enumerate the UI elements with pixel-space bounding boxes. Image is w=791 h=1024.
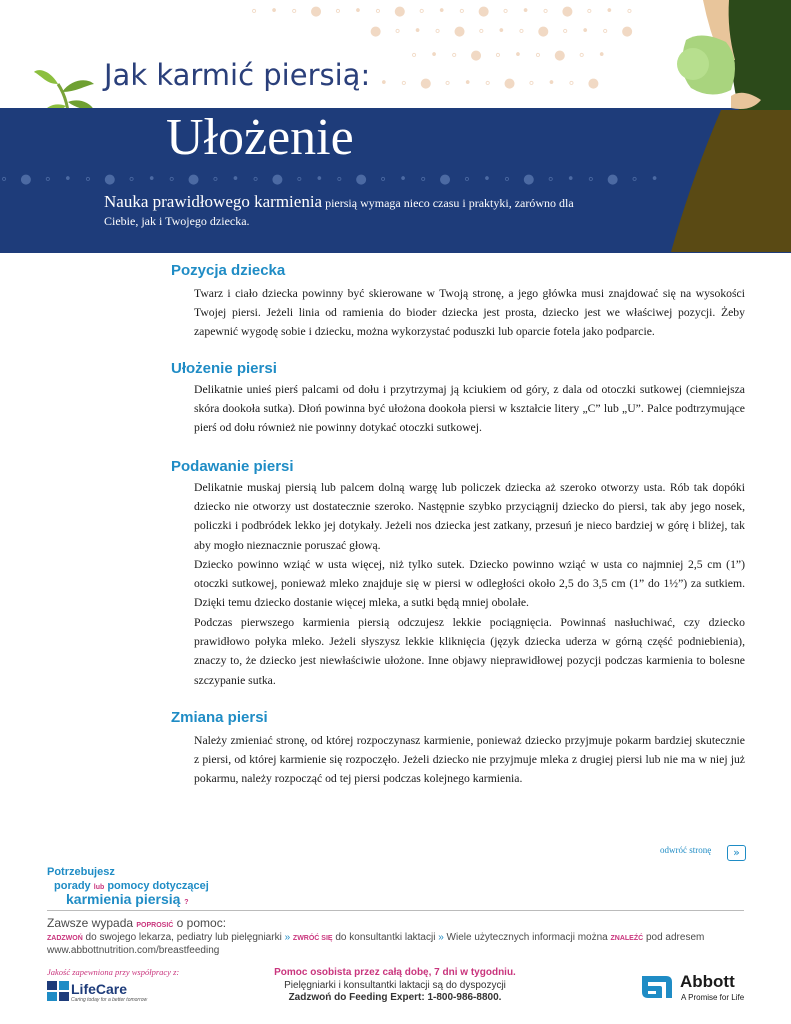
decorative-dots: ∘ ● ∘ • ∘ ● ∘ • ∘ ● ∘ • ∘ ● ∘ • ∘ ● ∘ • ∘ ● ∘ • ∘ ● ∘ • ∘ ● ∘ • <box>0 172 663 187</box>
help-options <box>47 932 704 943</box>
section-paragraph: Twarz i ciało dziecka powinny być skierowane w Twoją stronę, a jego główka musi znajdować się na wysokości Twojej piersi. Jeżeli linia od ramienia do bioder dziecka jest prosta, dziecko jest we właściwej pozycji. Żeby zapewnić wygodę sobie i dziecku, można wykorzystać poduszki lub oparcie fotela jako podparcie. <box>194 287 745 339</box>
abbott-tagline: A Promise for Life <box>681 993 745 1002</box>
arrow-icon: » <box>438 932 444 943</box>
quality-note: Jakość zapewniona przy współpracy z: <box>47 967 180 977</box>
consult-keyword: ZWRÓĆ SIĘ <box>292 935 333 942</box>
need-help-line1: Potrzebujesz <box>47 866 115 878</box>
decorative-dots: • ∘ ● ∘ • ∘ ● ∘ • ∘ ● <box>380 76 604 91</box>
turn-page-button[interactable]: » <box>727 845 746 861</box>
mother-with-baby-illustration <box>631 0 791 252</box>
series-title: Jak karmić piersią: <box>104 58 371 92</box>
section-paragraph: Należy zmieniać stronę, od której rozpoczynasz karmienie, ponieważ dziecko przyjmuje pokarm bardziej skutecznie z piersi, od której karmienie się rozpoczęło. Jeżeli dziecko nie przyjmuje mleka z drugiej piersi lub nie ma w niej już pokarmu, należy rozpocząć od tej piersi podczas kolejnego karmienia. <box>194 734 745 786</box>
need-help-or: lub <box>93 884 105 891</box>
ask-for-help <box>47 916 226 930</box>
section-paragraph: Delikatnie muskaj piersią lub palcem dolną wargę lub policzek dziecka aż szeroko otworzy usta. Rób tak dopóki dziecko nie otworzy ust dostatecznie szeroko. Następnie szybko przyciągnij dziecko do piersi, tak aby jego nosek, policzki i podbródek lekko jej dotykały. Jeżeli nos dziecka jest zatkany, przesuń je nieco bardziej w górę i bliżej, tak aby mogło nieznacznie poruszać głową. <box>194 481 745 552</box>
help-phone: Zadzwoń do Feeding Expert: 1-800-986-8800. <box>288 992 502 1003</box>
help-availability: Pielęgniarki i konsultantki laktacji są do dyspozycji <box>284 980 506 991</box>
footer-divider <box>47 910 744 911</box>
turn-page-label: odwróć stronę <box>660 845 712 855</box>
lifecare-tagline: Caring today for a better tomorrow <box>71 997 148 1003</box>
call-keyword: ZADZWOŃ <box>47 935 83 942</box>
section-paragraph: Delikatnie unieś pierś palcami od dołu i przytrzymaj ją kciukiem od góry, z dala od otoczki sutkowej (ciemniejsza skóra dookoła sutka). Dłoń powinna być ułożona dookoła piersi w kształcie litery „C” lub „U”. Palce podtrzymujące pierś od dołu również nie powinny dotykać otoczki sutkowej. <box>194 383 745 435</box>
decorative-dots: ● ∘ • ∘ ● ∘ • ∘ ● ∘ • ∘ ● <box>370 24 637 39</box>
call-text: do swojego lekarza, pediatry lub pielęgniarki <box>82 932 285 943</box>
ask-keyword: POPROSIĆ <box>136 922 174 929</box>
section-paragraph: Podczas pierwszego karmienia piersią odczujesz lekkie pociągnięcia. Powinnaś nasłuchiwać, czy dziecko prawidłowo połyka mleko. Jeżeli słyszysz lekkie kliknięcia (język dziecka uderza w górną część podniebienia), znaczy to, że dziecko jest niewłaściwie ułożone. Inne objawy nieprawidłowej pozycji podczas karmienia to bolesne szczypanie sutka. <box>194 616 745 687</box>
section-title: Podawanie piersi <box>171 458 294 475</box>
section-title: Ułożenie piersi <box>171 360 277 377</box>
decorative-dots: ∘ • ∘ ● ∘ • ∘ ● ∘ • ∘ ● ∘ • ∘ ● ∘ • ∘ <box>250 4 638 19</box>
lifecare-name: LifeCare <box>71 981 128 997</box>
abbott-name: Abbott <box>680 972 735 991</box>
intro-text <box>104 193 604 230</box>
info-text: Wiele użytecznych informacji można <box>443 932 611 943</box>
page-title: Ułożenie <box>166 109 354 166</box>
section-paragraph: Dziecko powinno wziąć w usta więcej, niż tylko sutek. Dziecko powinno wziąć w usta co najmniej 2,5 cm (1”) otoczki sutkowej, ponieważ mleko znajduje się w piersi w odległości około 2,5 do 3,5 cm (1” do 1½”) za sutkiem. Dzięki temu dziecko dostanie więcej mleka, a sutki będą mniej obolałe. <box>194 558 745 610</box>
arrow-icon: » <box>284 932 291 943</box>
section-title: Pozycja dziecka <box>171 262 286 279</box>
need-help-advice: porady <box>54 880 91 892</box>
website-link[interactable]: www.abbottnutrition.com/breastfeeding <box>47 945 220 956</box>
ask-text: o pomoc: <box>173 916 227 930</box>
lifecare-icon <box>47 981 69 1001</box>
ask-text: Zawsze wypada <box>47 916 137 930</box>
intro-rest: piersią wymaga nieco czasu i praktyki, zarówno dla Ciebie, jak i Twojego dziecka. <box>104 196 574 228</box>
find-text: pod adresem <box>643 932 705 943</box>
intro-lead: Nauka prawidłowego karmienia <box>104 192 323 211</box>
decorative-dots: ∘ • ∘ ● ∘ • ∘ ● ∘ • <box>410 48 610 63</box>
find-keyword: ZNALEŹĆ <box>610 935 644 942</box>
need-help-question-mark: ? <box>184 899 189 906</box>
consult-text: do konsultantki laktacji <box>332 932 439 943</box>
need-help-breastfeeding: karmienia piersią <box>66 891 181 907</box>
help-hours: Pomoc osobista przez całą dobę, 7 dni w tygodniu. <box>274 967 516 978</box>
abbott-logo-icon <box>640 972 674 1002</box>
need-help-line3 <box>66 891 189 907</box>
need-help-support: pomocy dotyczącej <box>107 880 209 892</box>
section-title: Zmiana piersi <box>171 709 268 726</box>
